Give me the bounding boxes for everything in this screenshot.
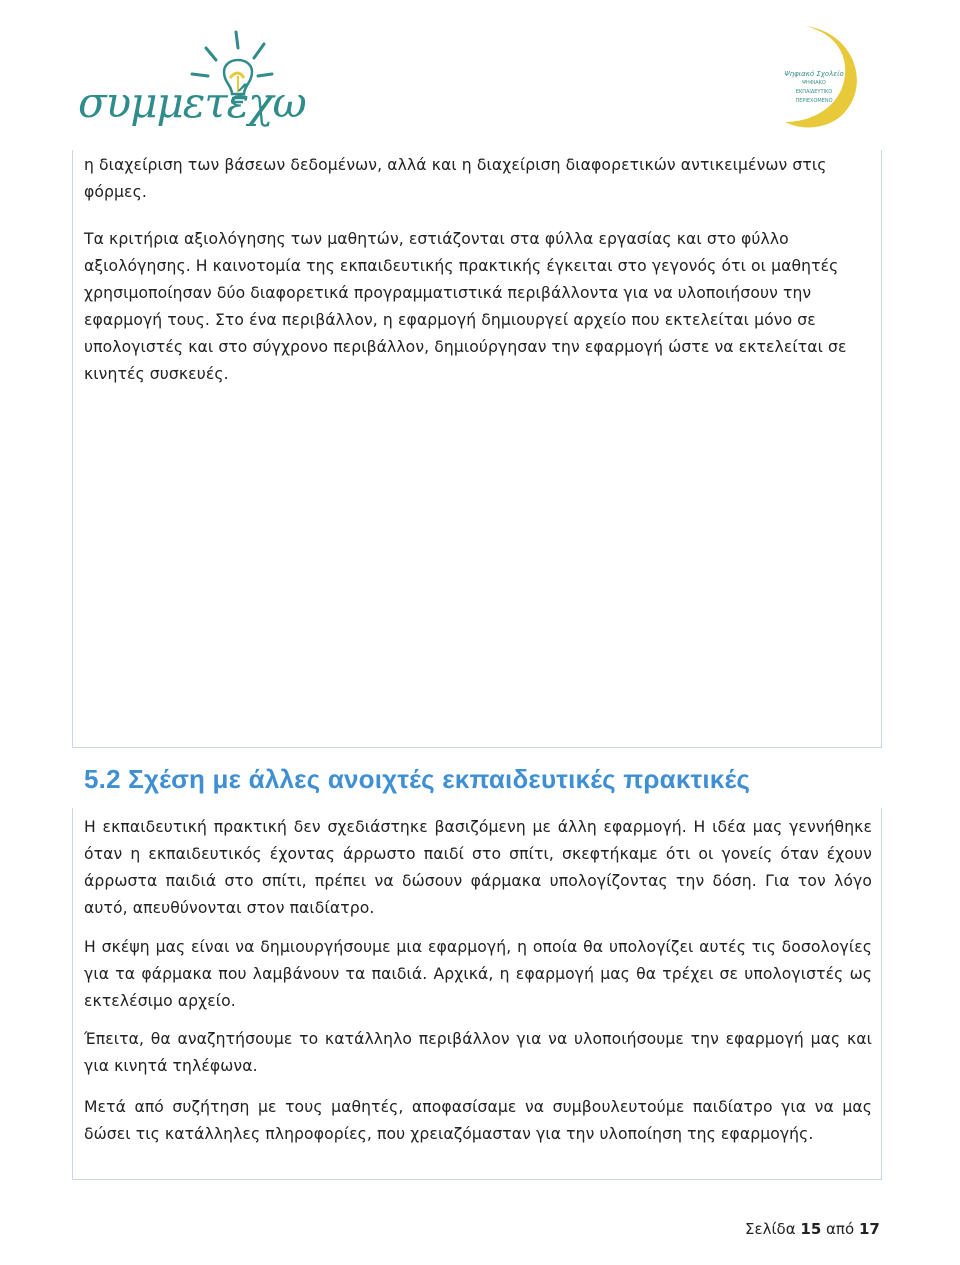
paragraph: Η σκέψη μας είναι να δημιουργήσουμε μια εφαρμογή, η οποία θα υπολογίζει αυτές τις δοσολογίες για τα φάρμακα που λαμβάνουν τα παιδιά. Αρχικά, η εφαρμογή μας θα τρέχει σε υπολογιστές ως εκτελέσιμο αρχείο. [84,938,872,1010]
digital-school-logo [775,22,867,132]
paragraph: Έπειτα, θα αναζητήσουμε το κατάλληλο περιβάλλον για να υλοποιήσουμε την εφαρμογή μας και για κινητά τηλέφωνα. [84,1030,872,1075]
page-number [745,1220,880,1238]
page-middle: από [826,1220,855,1238]
digital-school-line: ΨΗΦΙΑΚΟ [802,80,826,86]
symmetexo-logo [78,26,306,138]
digital-school-text [779,70,849,106]
total-pages: 17 [858,1220,880,1238]
digital-school-line: ΠΕΡΙΕΧΟΜΕΝΟ [795,98,833,104]
paragraph: Μετά από συζήτηση με τους μαθητές, αποφασίσαμε να συμβουλευτούμε παιδίατρο για να μας δώσει τις κατάλληλες πληροφορίες, που χρειαζόμασταν για την υλοποίηση της εφαρμογής. [84,1098,872,1143]
section-heading: 5.2 Σχέση με άλλες ανοιχτές εκπαιδευτικές πρακτικές [84,764,751,794]
paragraph: Τα κριτήρια αξιολόγησης των μαθητών, εστιάζονται στα φύλλα εργασίας και στο φύλλο αξιολόγησης. Η καινοτομία της εκπαιδευτικής πρακτικής έγκειται στο γεγονός ότι οι μαθητές χρησιμοποίησαν δύο διαφορετικά προγραμματιστικά περιβάλλοντα για να υλοποιήσουν την εφαρμογή τους. Στο ένα περιβάλλον, η εφαρμογή δημιουργεί αρχείο που εκτελείται μόνο σε υπολογιστές και στο σύγχρονο περιβάλλον, δημιούργησαν την εφαρμογή ώστε να εκτελείται σε κινητές συσκευές. [84,230,847,383]
paragraph: η διαχείριση των βάσεων δεδομένων, αλλά και η διαχείριση διαφορετικών αντικειμένων στις φόρμες. [84,156,827,201]
digital-school-title: Ψηφιακό Σχολείο [784,70,844,78]
paragraph: Η εκπαιδευτική πρακτική δεν σχεδιάστηκε βασιζόμενη με άλλη εφαρμογή. Η ιδέα μας γεννήθηκε όταν η εκπαιδευτικός έχοντας άρρωστο παιδί στο σπίτι, σκεφτήκαμε ότι οι γονείς όταν έχουν άρρωστα παιδιά στο σπίτι, πρέπει να δώσουν φάρμακα υπολογίζοντας την δόση. Για τον λόγο αυτό, απευθύνονται στον παιδίατρο. [84,818,872,917]
logo-wordmark: συμμετέχω [78,78,306,127]
current-page: 15 [800,1220,822,1238]
page-prefix: Σελίδα [745,1220,796,1238]
digital-school-line: ΕΚΠΑΙΔΕΥΤΙΚΟ [795,89,833,95]
